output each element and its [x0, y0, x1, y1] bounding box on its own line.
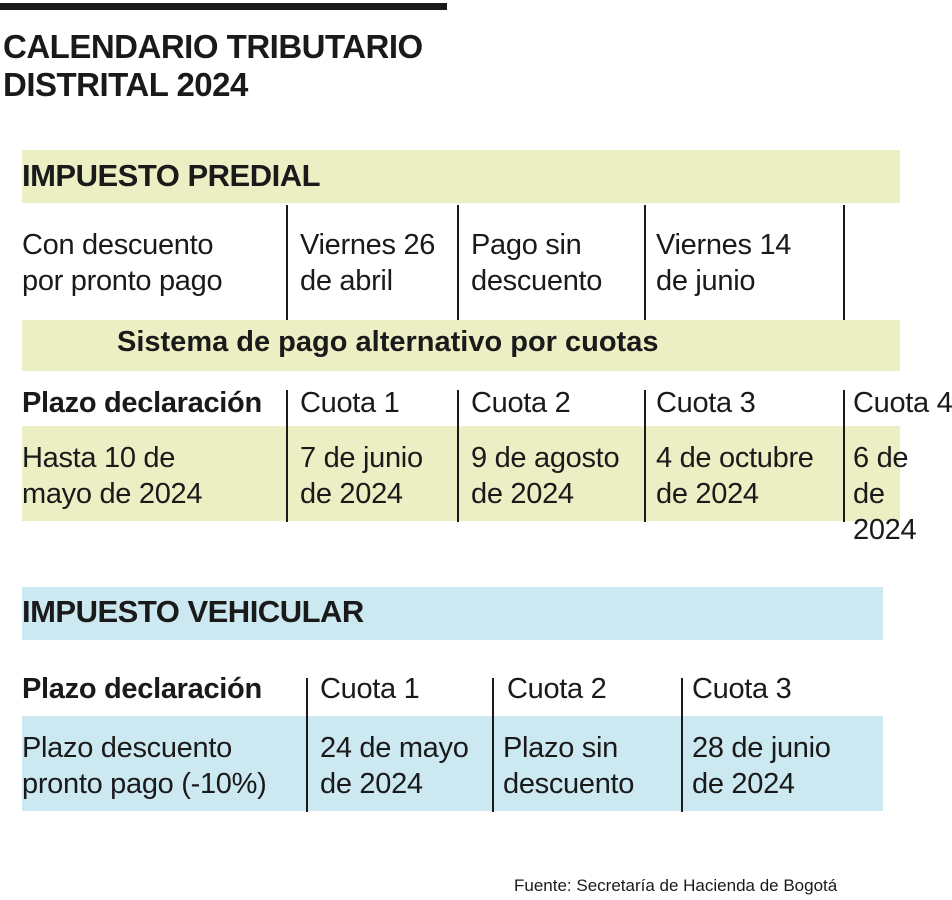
vehicular-value-cuota-2: Plazo sin descuento — [503, 732, 635, 800]
predial-title: IMPUESTO PREDIAL — [22, 158, 321, 193]
vehicular-title: IMPUESTO VEHICULAR — [22, 594, 364, 629]
predial-value-cuota-1: 7 de junio de 2024 — [300, 442, 423, 510]
vehicular-header-cuota-1: Cuota 1 — [320, 673, 420, 705]
source-credit: Fuente: Secretaría de Hacienda de Bogotá — [514, 876, 838, 895]
predial-row1-cell-2: Viernes 26 de abril — [300, 229, 436, 297]
predial-header-cuota-1: Cuota 1 — [300, 387, 400, 419]
vehicular-divider-3 — [681, 678, 683, 812]
vehicular-value-cuota-3: 28 de junio de 2024 — [692, 732, 831, 800]
predial-subtitle: Sistema de pago alternativo por cuotas — [117, 326, 659, 358]
predial-value-cuota-3: 4 de octubre de 2024 — [656, 442, 814, 510]
predial-cuotas-divider-1 — [286, 390, 288, 522]
predial-header-cuota-2: Cuota 2 — [471, 387, 571, 419]
predial-row1-divider-2 — [457, 205, 459, 320]
predial-value-plazo: Hasta 10 de mayo de 2024 — [22, 442, 203, 510]
predial-header-cuota-3: Cuota 3 — [656, 387, 756, 419]
predial-row1-divider-3 — [644, 205, 646, 320]
predial-cuotas-divider-3 — [644, 390, 646, 522]
predial-row1-cell-1: Con descuento por pronto pago — [22, 229, 223, 297]
predial-cuotas-divider-2 — [457, 390, 459, 522]
predial-header-cuota-4: Cuota 4 — [853, 387, 952, 419]
predial-value-cuota-2: 9 de agosto de 2024 — [471, 442, 620, 510]
predial-row1-cell-3: Pago sin descuento — [471, 229, 603, 297]
vehicular-header-cuota-3: Cuota 3 — [692, 673, 792, 705]
predial-row1-divider-4 — [843, 205, 845, 320]
top-rule — [0, 3, 447, 10]
vehicular-value-plazo: Plazo descuento pronto pago (-10%) — [22, 732, 267, 800]
predial-cuotas-divider-4 — [843, 390, 845, 522]
predial-row1-cell-4: Viernes 14 de junio — [656, 229, 792, 297]
predial-header-plazo: Plazo declaración — [22, 387, 262, 419]
vehicular-header-plazo: Plazo declaración — [22, 673, 262, 705]
vehicular-header-cuota-2: Cuota 2 — [507, 673, 607, 705]
vehicular-value-cuota-1: 24 de mayo de 2024 — [320, 732, 469, 800]
predial-row1-divider-1 — [286, 205, 288, 320]
vehicular-divider-2 — [492, 678, 494, 812]
main-title: CALENDARIO TRIBUTARIO DISTRITAL 2024 — [3, 28, 423, 103]
predial-value-cuota-4: 6 de de 2024 — [853, 442, 917, 546]
vehicular-divider-1 — [306, 678, 308, 812]
